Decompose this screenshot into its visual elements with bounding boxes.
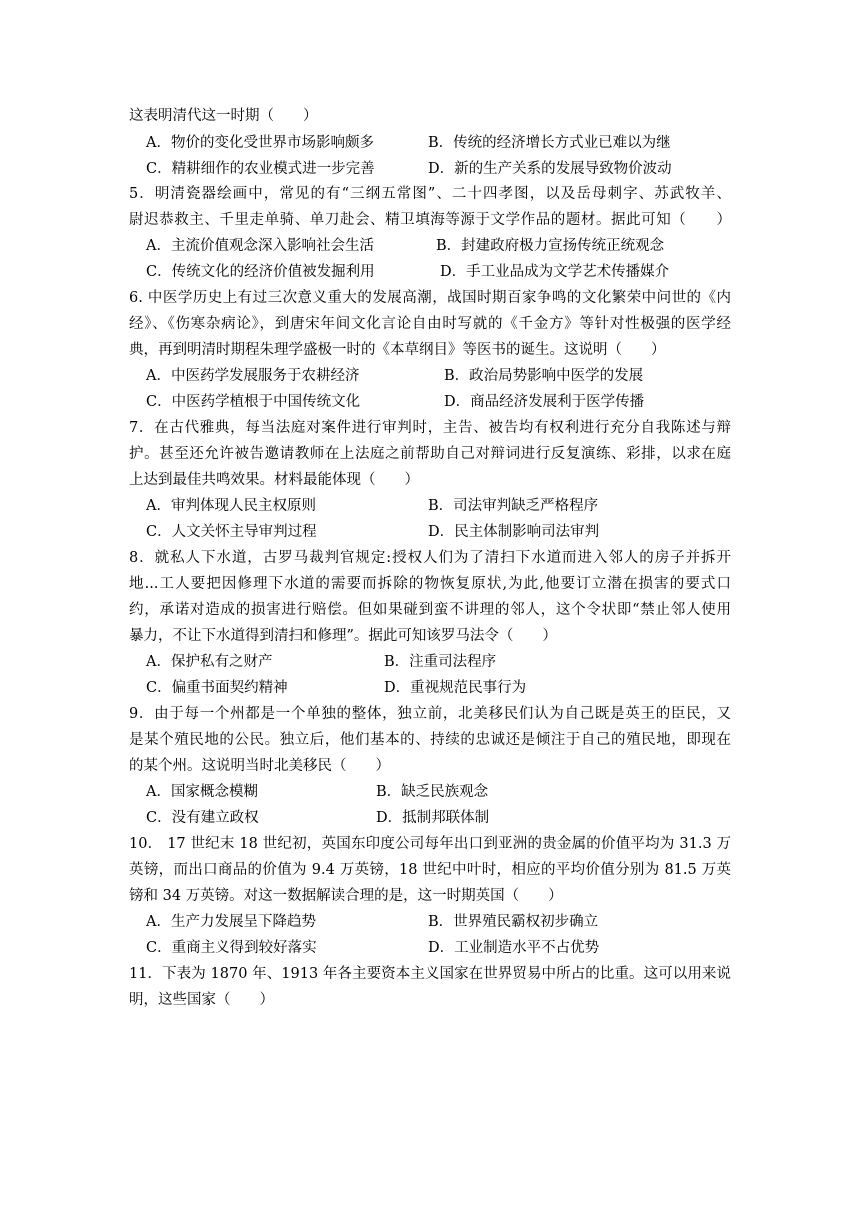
question-8-option-b: B．注重司法程序	[384, 654, 497, 670]
question-6-option-a: A．中医药学发展服务于农耕经济	[146, 368, 360, 384]
question-8-stem-line-1: 8．就私人下水道，古罗马裁判官规定:授权人们为了清扫下水道而进入邻人的房子并拆开	[129, 550, 731, 566]
question-9-option-c: C．没有建立政权	[146, 810, 259, 826]
question-7-option-d: D．民主体制影响司法审判	[428, 524, 600, 540]
question-9-option-d: D．抵制邦联体制	[376, 810, 490, 826]
question-5-stem-line-1: 5．明清瓷器绘画中，常见的有“三纲五常图”、二十四孝图，以及岳母刺字、苏武牧羊、	[129, 186, 731, 202]
question-9-stem-line-2: 是某个殖民地的公民。独立后，他们基本的、持续的忠诚还是倾注于自己的殖民地，即现在	[129, 732, 731, 748]
question-11-stem-line-1: 11．下表为 1870 年、1913 年各主要资本主义国家在世界贸易中所占的比重。这可以用来说	[129, 966, 731, 982]
question-9-option-b: B．缺乏民族观念	[376, 784, 489, 800]
question-6-option-c: C．中医药学植根于中国传统文化	[146, 394, 361, 410]
question-5-option-b: B．封建政府极力宣扬传统正统观念	[436, 238, 665, 254]
question-5-option-a: A．主流价值观念深入影响社会生活	[146, 238, 374, 254]
question-6-stem-line-1: 6. 中医学历史上有过三次意义重大的发展高潮，战国时期百家争鸣的文化繁荣中问世的《内	[129, 290, 731, 306]
question-8-option-c: C．偏重书面契约精神	[146, 680, 288, 696]
question-5-stem-line-2: 尉迟恭救主、千里走单骑、单刀赴会、精卫填海等源于文学作品的题材。据此可知（ ）	[129, 212, 731, 228]
question-10-stem-line-3: 镑和 34 万英镑。对这一数据解读合理的是，这一时期英国（ ）	[129, 888, 563, 904]
question-10-option-b: B．世界殖民霸权初步确立	[428, 914, 599, 930]
question-9-stem-line-3: 的某个州。这说明当时北美移民（ ）	[129, 758, 390, 774]
question-4-stem-end: 这表明清代这一时期（ ）	[129, 108, 318, 124]
question-10-stem-line-2: 英镑，而出口商品的价值为 9.4 万英镑，18 世纪中叶时，相应的平均价值分别为 81.5 万英	[129, 862, 731, 878]
question-4-option-a: A．物价的变化受世界市场影响颇多	[146, 135, 374, 151]
question-6-stem-line-2: 经》、《伤寒杂病论》，到唐宋年间文化言论自由时写就的《千金方》等针对性极强的医学经	[129, 316, 731, 332]
question-8-stem-line-4: 暴力，不让下水道得到清扫和修理”。据此可知该罗马法令（ ）	[129, 628, 557, 644]
question-5-option-d: D．手工业品成为文学艺术传播媒介	[440, 264, 670, 280]
question-8-option-a: A．保护私有之财产	[146, 654, 273, 670]
question-8-option-d: D．重视规范民事行为	[384, 680, 527, 696]
question-11-stem-line-2: 明，这些国家（ ）	[129, 992, 274, 1008]
question-10-option-d: D．工业制造水平不占优势	[428, 940, 600, 956]
question-10-option-a: A．生产力发展呈下降趋势	[146, 914, 316, 930]
question-7-stem-line-2: 护。甚至还允许被告邀请教师在上法庭之前帮助自己对辩词进行反复演练、彩排，以求在庭	[129, 446, 731, 462]
question-7-stem-line-1: 7．在古代雅典，每当法庭对案件进行审判时，主告、被告均有权利进行充分自我陈述与辩	[129, 420, 731, 436]
question-7-stem-line-3: 上达到最佳共鸣效果。材料最能体现（ ）	[129, 472, 419, 488]
question-7-option-c: C．人文关怀主导审判过程	[146, 524, 317, 540]
question-10-stem-line-1: 10． 17 世纪末 18 世纪初，英国东印度公司每年出口到亚洲的贵金属的价值平均为 31.3 万	[129, 836, 731, 852]
question-5-option-c: C．传统文化的经济价值被发掘利用	[146, 264, 375, 280]
question-4-option-d: D．新的生产关系的发展导致物价波动	[428, 161, 672, 177]
question-8-stem-line-3: 约，承诺对造成的损害进行赔偿。但如果碰到蛮不讲理的邻人，这个令状即“禁止邻人使用	[129, 602, 731, 618]
question-4-option-b: B．传统的经济增长方式业已难以为继	[428, 135, 671, 151]
question-4-option-c: C．精耕细作的农业模式进一步完善	[146, 161, 375, 177]
question-10-option-c: C．重商主义得到较好落实	[146, 940, 317, 956]
question-6-option-b: B．政治局势影响中医学的发展	[444, 368, 644, 384]
question-6-option-d: D．商品经济发展利于医学传播	[444, 394, 645, 410]
question-9-stem-line-1: 9．由于每一个州都是一个单独的整体，独立前，北美移民们认为自己既是英王的臣民，又	[129, 706, 731, 722]
question-8-stem-line-2: 地...工人要把因修理下水道的需要而拆除的物恢复原状,为此,他要订立潜在损害的要式口	[129, 576, 731, 592]
question-9-option-a: A．国家概念模糊	[146, 784, 258, 800]
question-7-option-b: B．司法审判缺乏严格程序	[428, 498, 599, 514]
question-7-option-a: A．审判体现人民主权原则	[146, 498, 316, 514]
question-6-stem-line-3: 典，再到明清时期程朱理学盛极一时的《本草纲目》等医书的诞生。这说明（ ）	[129, 342, 666, 358]
